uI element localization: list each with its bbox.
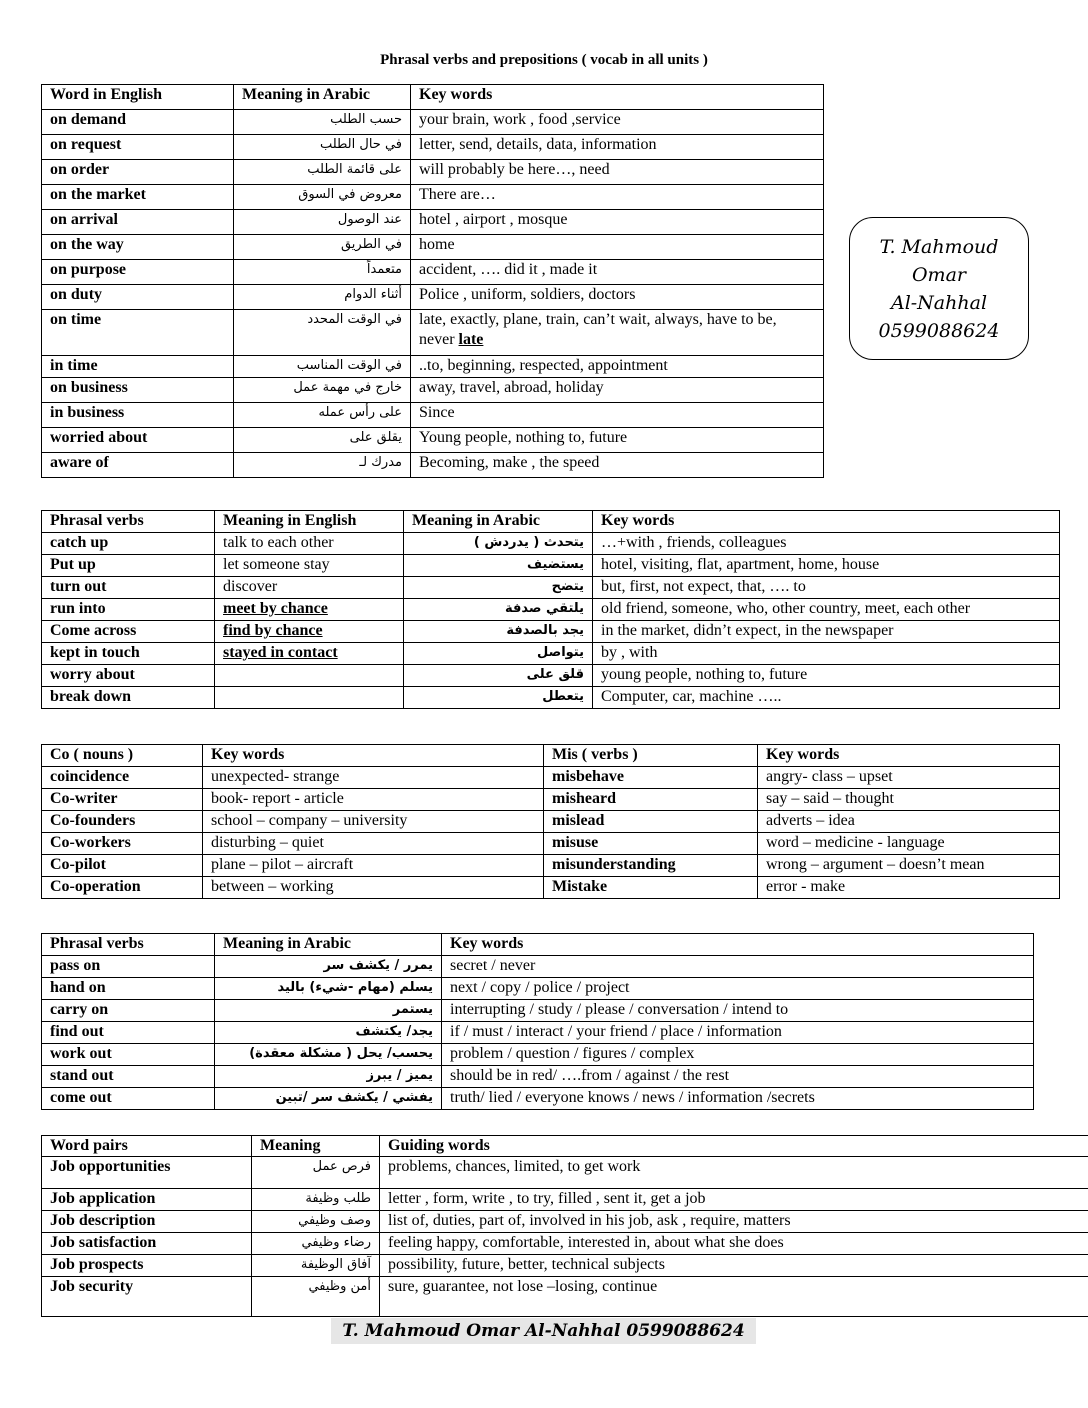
arabic-cell: يتعطل <box>404 687 593 709</box>
table-row <box>42 1157 1088 1189</box>
keywords-cell: secret / never <box>442 956 1034 978</box>
table-row <box>42 577 1060 599</box>
keywords-cell: Computer, car, machine ….. <box>593 687 1060 709</box>
table-row <box>42 378 824 403</box>
arabic-cell: يمرر / يكشف سر <box>215 956 442 978</box>
english-cell <box>215 687 404 709</box>
table-row <box>42 665 1060 687</box>
word-cell: in time <box>42 356 234 378</box>
keywords-cell: disturbing – quiet <box>203 833 544 855</box>
keywords-cell: truth/ lied / everyone knows / news / information /secrets <box>442 1088 1034 1110</box>
arabic-cell: في الطريق <box>234 235 411 260</box>
keywords-cell: Police , uniform, soldiers, doctors <box>411 285 824 310</box>
keywords-cell: say – said – thought <box>758 789 1060 811</box>
word-pair-cell: Job security <box>42 1277 252 1317</box>
keywords-cell: angry- class – upset <box>758 767 1060 789</box>
table-header-row <box>42 511 1060 533</box>
keywords-cell: but, first, not expect, that, …. to <box>593 577 1060 599</box>
co-noun-cell: Co-workers <box>42 833 203 855</box>
keywords-emphasis: late <box>458 331 484 348</box>
arabic-cell: خارج في مهمة عمل <box>234 378 411 403</box>
keywords-cell: Young people, nothing to, future <box>411 428 824 453</box>
table-row <box>42 643 1060 665</box>
header-cell: Meaning in Arabic <box>215 934 442 956</box>
header-cell: Word in English <box>42 85 234 110</box>
keywords-cell <box>411 310 824 356</box>
keywords-cell: unexpected- strange <box>203 767 544 789</box>
english-cell: discover <box>215 577 404 599</box>
table-row <box>42 767 1060 789</box>
word-pair-cell: Job prospects <box>42 1255 252 1277</box>
keywords-cell: problem / question / figures / complex <box>442 1044 1034 1066</box>
word-cell: on business <box>42 378 234 403</box>
table-row <box>42 135 824 160</box>
meaning-cell: طلب وظيفة <box>252 1189 380 1211</box>
keywords-cell: in the market, didn’t expect, in the newspaper <box>593 621 1060 643</box>
keywords-cell: home <box>411 235 824 260</box>
word-cell: worried about <box>42 428 234 453</box>
header-cell: Phrasal verbs <box>42 934 215 956</box>
keywords-cell: hotel , airport , mosque <box>411 210 824 235</box>
keywords-cell: ..to, beginning, respected, appointment <box>411 356 824 378</box>
header-cell: Word pairs <box>42 1136 252 1157</box>
keywords-cell: if / must / interact / your friend / place / information <box>442 1022 1034 1044</box>
keywords-cell: young people, nothing to, future <box>593 665 1060 687</box>
arabic-cell: معروض في السوق <box>234 185 411 210</box>
guiding-cell: feeling happy, comfortable, interested in, about what she does <box>380 1233 1088 1255</box>
header-cell: Meaning in Arabic <box>404 511 593 533</box>
meaning-cell: وصف وظيفي <box>252 1211 380 1233</box>
table-row <box>42 356 824 378</box>
phrasal-verbs-table <box>41 510 1060 709</box>
keywords-cell: between – working <box>203 877 544 899</box>
guiding-cell: sure, guarantee, not lose –losing, continue <box>380 1277 1088 1317</box>
header-cell: Key words <box>758 745 1060 767</box>
word-cell: on duty <box>42 285 234 310</box>
table-row <box>42 855 1060 877</box>
table-row <box>42 285 824 310</box>
table-row <box>42 789 1060 811</box>
keywords-cell: wrong – argument – doesn’t mean <box>758 855 1060 877</box>
arabic-cell: يسلم (مهام -شيء) باليد <box>215 978 442 1000</box>
guiding-cell: letter , form, write , to try, filled , sent it, get a job <box>380 1189 1088 1211</box>
keywords-cell: Becoming, make , the speed <box>411 453 824 478</box>
footer-signature: T. Mahmoud Omar Al-Nahhal 0599088624 <box>331 1318 756 1344</box>
table-row <box>42 811 1060 833</box>
table-header-row <box>42 934 1034 956</box>
table-row <box>42 687 1060 709</box>
keywords-cell: word – medicine - language <box>758 833 1060 855</box>
keywords-cell: error - make <box>758 877 1060 899</box>
word-cell: on request <box>42 135 234 160</box>
header-cell: Key words <box>411 85 824 110</box>
header-cell: Meaning <box>252 1136 380 1157</box>
table-header-row <box>42 745 1060 767</box>
keywords-cell: should be in red/ ….from / against / the rest <box>442 1066 1034 1088</box>
keywords-cell: accident, …. did it , made it <box>411 260 824 285</box>
teacher-card <box>849 217 1029 360</box>
english-cell: stayed in contact <box>215 643 404 665</box>
verb-cell: stand out <box>42 1066 215 1088</box>
table-row <box>42 160 824 185</box>
table-row <box>42 833 1060 855</box>
verb-cell: Come across <box>42 621 215 643</box>
guiding-cell: list of, duties, part of, involved in his job, ask , require, matters <box>380 1211 1088 1233</box>
table-row <box>42 1044 1034 1066</box>
mis-verb-cell: misbehave <box>544 767 758 789</box>
word-cell: on the market <box>42 185 234 210</box>
meaning-cell: أمن وظيفي <box>252 1277 380 1317</box>
keywords-cell: book- report - article <box>203 789 544 811</box>
word-pair-cell: Job application <box>42 1189 252 1211</box>
keywords-cell: letter, send, details, data, information <box>411 135 824 160</box>
english-cell: talk to each other <box>215 533 404 555</box>
keywords-cell: old friend, someone, who, other country, meet, each other <box>593 599 1060 621</box>
verb-cell: come out <box>42 1088 215 1110</box>
verb-cell: find out <box>42 1022 215 1044</box>
arabic-cell: متعمداً <box>234 260 411 285</box>
word-cell: on order <box>42 160 234 185</box>
word-pair-cell: Job satisfaction <box>42 1233 252 1255</box>
word-cell: on demand <box>42 110 234 135</box>
table-row <box>42 310 824 356</box>
arabic-cell: يحسب/ يحل ( مشكلة معقدة) <box>215 1044 442 1066</box>
keywords-cell: plane – pilot – aircraft <box>203 855 544 877</box>
keywords-cell: hotel, visiting, flat, apartment, home, house <box>593 555 1060 577</box>
keywords-cell: by , with <box>593 643 1060 665</box>
arabic-cell: يتحدث ( يدردش ) <box>404 533 593 555</box>
table-row <box>42 1022 1034 1044</box>
english-cell: find by chance <box>215 621 404 643</box>
word-cell: in business <box>42 403 234 428</box>
verb-cell: break down <box>42 687 215 709</box>
header-cell: Co ( nouns ) <box>42 745 203 767</box>
keywords-cell: adverts – idea <box>758 811 1060 833</box>
prepositions-table <box>41 84 824 478</box>
guiding-cell: possibility, future, better, technical subjects <box>380 1255 1088 1277</box>
table-row <box>42 533 1060 555</box>
card-phone: 0599088624 <box>878 319 1000 342</box>
word-pair-cell: Job opportunities <box>42 1157 252 1189</box>
header-cell: Guiding words <box>380 1136 1088 1157</box>
header-cell: Meaning in Arabic <box>234 85 411 110</box>
english-cell <box>215 665 404 687</box>
arabic-cell: يجد/ يكتشف <box>215 1022 442 1044</box>
keywords-cell: next / copy / police / project <box>442 978 1034 1000</box>
word-cell: on arrival <box>42 210 234 235</box>
header-cell: Meaning in English <box>215 511 404 533</box>
arabic-cell: يقلق على <box>234 428 411 453</box>
keywords-cell: …+with , friends, colleagues <box>593 533 1060 555</box>
arabic-cell: يجد بالصدفة <box>404 621 593 643</box>
header-cell: Key words <box>203 745 544 767</box>
table-header-row <box>42 85 824 110</box>
verb-cell: catch up <box>42 533 215 555</box>
table-row <box>42 555 1060 577</box>
word-cell: on time <box>42 310 234 356</box>
verb-cell: turn out <box>42 577 215 599</box>
table-row <box>42 260 824 285</box>
verb-cell: kept in touch <box>42 643 215 665</box>
keywords-cell: away, travel, abroad, holiday <box>411 378 824 403</box>
table-row <box>42 1000 1034 1022</box>
arabic-cell: يميز / يبرز <box>215 1066 442 1088</box>
arabic-cell: يلتقي صدفة <box>404 599 593 621</box>
arabic-cell: أثناء الدوام <box>234 285 411 310</box>
co-noun-cell: coincidence <box>42 767 203 789</box>
keywords-text: late, exactly, plane, train, can’t wait, always, have to be, never <box>419 311 777 348</box>
arabic-cell: يستضيف <box>404 555 593 577</box>
table-row <box>42 956 1034 978</box>
co-noun-cell: Co-pilot <box>42 855 203 877</box>
co-noun-cell: Co-operation <box>42 877 203 899</box>
word-pair-cell: Job description <box>42 1211 252 1233</box>
table-row <box>42 110 824 135</box>
mis-verb-cell: mislead <box>544 811 758 833</box>
arabic-cell: عند الوصول <box>234 210 411 235</box>
arabic-cell: على قائمة الطلب <box>234 160 411 185</box>
table-row <box>42 877 1060 899</box>
arabic-cell: مدرك لـ <box>234 453 411 478</box>
card-line: T. Mahmoud <box>879 235 999 258</box>
header-cell: Key words <box>593 511 1060 533</box>
keywords-cell: your brain, work , food ,service <box>411 110 824 135</box>
guiding-cell: problems, chances, limited, to get work <box>380 1157 1088 1189</box>
mis-verb-cell: misheard <box>544 789 758 811</box>
arabic-cell: على رأس عمله <box>234 403 411 428</box>
table-row <box>42 185 824 210</box>
arabic-cell: في الوقت المناسب <box>234 356 411 378</box>
phrasal-verbs-table-2 <box>41 933 1034 1110</box>
table-row <box>42 599 1060 621</box>
table-row <box>42 453 824 478</box>
arabic-cell: يتضح <box>404 577 593 599</box>
verb-cell: work out <box>42 1044 215 1066</box>
table-row <box>42 428 824 453</box>
card-line: Omar <box>911 263 966 286</box>
arabic-cell: يتواصل <box>404 643 593 665</box>
co-mis-table <box>41 744 1060 899</box>
table-row <box>42 210 824 235</box>
keywords-cell: will probably be here…, need <box>411 160 824 185</box>
table-row <box>42 1211 1088 1233</box>
mis-verb-cell: Mistake <box>544 877 758 899</box>
verb-cell: run into <box>42 599 215 621</box>
verb-cell: Put up <box>42 555 215 577</box>
word-cell: aware of <box>42 453 234 478</box>
table-header-row <box>42 1136 1088 1157</box>
header-cell: Key words <box>442 934 1034 956</box>
co-noun-cell: Co-founders <box>42 811 203 833</box>
table-row <box>42 621 1060 643</box>
arabic-cell: في حال الطلب <box>234 135 411 160</box>
page-title: Phrasal verbs and prepositions ( vocab in all units ) <box>380 52 708 68</box>
mis-verb-cell: misunderstanding <box>544 855 758 877</box>
table-row <box>42 978 1034 1000</box>
arabic-cell: يستمر <box>215 1000 442 1022</box>
keywords-cell: interrupting / study / please / conversation / intend to <box>442 1000 1034 1022</box>
table-row <box>42 1088 1034 1110</box>
keywords-cell: There are… <box>411 185 824 210</box>
keywords-cell: school – company – university <box>203 811 544 833</box>
verb-cell: hand on <box>42 978 215 1000</box>
co-noun-cell: Co-writer <box>42 789 203 811</box>
header-cell: Phrasal verbs <box>42 511 215 533</box>
word-cell: on the way <box>42 235 234 260</box>
arabic-cell: حسب الطلب <box>234 110 411 135</box>
keywords-cell: Since <box>411 403 824 428</box>
arabic-cell: قلق على <box>404 665 593 687</box>
meaning-cell: آفاق الوظيفة <box>252 1255 380 1277</box>
arabic-cell: يفشي / يكشف سر /تبين <box>215 1088 442 1110</box>
english-cell: meet by chance <box>215 599 404 621</box>
table-row <box>42 403 824 428</box>
verb-cell: worry about <box>42 665 215 687</box>
english-cell: let someone stay <box>215 555 404 577</box>
verb-cell: carry on <box>42 1000 215 1022</box>
table-row <box>42 1233 1088 1255</box>
table-row <box>42 1066 1034 1088</box>
table-row <box>42 1255 1088 1277</box>
card-line: Al-Nahhal <box>890 291 988 314</box>
word-pairs-table <box>41 1135 1088 1317</box>
meaning-cell: رضاء وظيفي <box>252 1233 380 1255</box>
mis-verb-cell: misuse <box>544 833 758 855</box>
meaning-cell: فرص عمل <box>252 1157 380 1189</box>
table-row <box>42 1277 1088 1317</box>
arabic-cell: في الوقت المحدد <box>234 310 411 356</box>
verb-cell: pass on <box>42 956 215 978</box>
table-row <box>42 1189 1088 1211</box>
table-row <box>42 235 824 260</box>
word-cell: on purpose <box>42 260 234 285</box>
header-cell: Mis ( verbs ) <box>544 745 758 767</box>
